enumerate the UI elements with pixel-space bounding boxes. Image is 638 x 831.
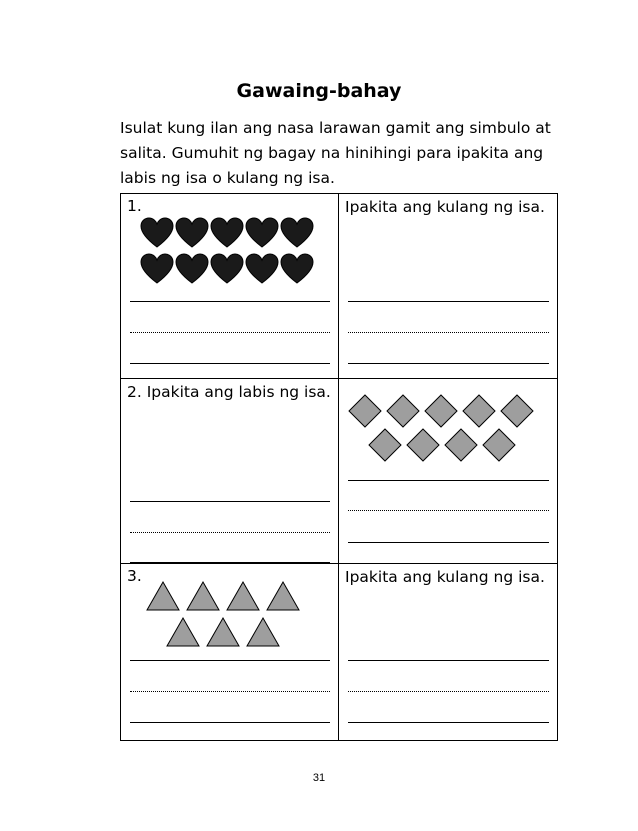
triangle-icon bbox=[247, 618, 279, 646]
heart-icon bbox=[141, 218, 173, 247]
triangle-icon bbox=[207, 618, 239, 646]
answer-line[interactable] bbox=[348, 301, 549, 302]
page-title: Gawaing-bahay bbox=[236, 80, 402, 102]
item-number: 3. bbox=[127, 567, 142, 585]
diamond-icon bbox=[387, 395, 419, 427]
item-prompt: 2. Ipakita ang labis ng isa. bbox=[127, 383, 331, 401]
page-number: 31 bbox=[312, 772, 326, 784]
answer-line-dotted[interactable] bbox=[348, 691, 549, 692]
answer-line-dotted[interactable] bbox=[348, 332, 549, 333]
diamond-icon bbox=[463, 395, 495, 427]
heart-icon bbox=[176, 218, 208, 247]
triangle-icon bbox=[147, 582, 179, 610]
item-1-left-cell bbox=[121, 194, 339, 379]
heart-icon bbox=[211, 254, 243, 283]
item-2-left-cell bbox=[121, 379, 339, 564]
heart-icon bbox=[176, 254, 208, 283]
answer-line-dotted[interactable] bbox=[130, 532, 330, 533]
item-2-right-cell bbox=[339, 379, 557, 564]
answer-line[interactable] bbox=[348, 660, 549, 661]
heart-icon bbox=[246, 254, 278, 283]
heart-icon bbox=[246, 218, 278, 247]
item-3-right-cell bbox=[339, 564, 557, 740]
item-prompt: Ipakita ang kulang ng isa. bbox=[345, 198, 545, 216]
answer-line[interactable] bbox=[130, 301, 330, 302]
triangle-icon bbox=[187, 582, 219, 610]
answer-line-dotted[interactable] bbox=[130, 332, 330, 333]
answer-line[interactable] bbox=[130, 660, 330, 661]
answer-line[interactable] bbox=[348, 722, 549, 723]
diamond-icon bbox=[445, 429, 477, 461]
item-prompt: Ipakita ang kulang ng isa. bbox=[345, 568, 545, 586]
diamond-icon bbox=[407, 429, 439, 461]
triangles-group bbox=[145, 580, 315, 652]
instructions-text: Isulat kung ilan ang nasa larawan gamit ang simbulo at salita. Gumuhit ng bagay na hinihingi para ipakita ang labis ng isa o kulang ng isa. bbox=[120, 119, 551, 187]
answer-line[interactable] bbox=[130, 562, 330, 563]
answer-line[interactable] bbox=[348, 480, 549, 481]
triangle-icon bbox=[167, 618, 199, 646]
answer-line[interactable] bbox=[130, 363, 330, 364]
triangle-icon bbox=[267, 582, 299, 610]
triangle-icon bbox=[227, 582, 259, 610]
diamond-icon bbox=[369, 429, 401, 461]
answer-line[interactable] bbox=[130, 501, 330, 502]
item-1-right-cell bbox=[339, 194, 557, 379]
answer-line[interactable] bbox=[348, 542, 549, 543]
worksheet-grid bbox=[120, 193, 558, 741]
answer-line-dotted[interactable] bbox=[348, 510, 549, 511]
hearts-group bbox=[139, 216, 319, 288]
diamond-icon bbox=[349, 395, 381, 427]
item-3-left-cell bbox=[121, 564, 339, 740]
item-number: 1. bbox=[127, 197, 142, 215]
heart-icon bbox=[141, 254, 173, 283]
diamond-icon bbox=[483, 429, 515, 461]
heart-icon bbox=[211, 218, 243, 247]
diamonds-group bbox=[347, 393, 547, 465]
diamond-icon bbox=[425, 395, 457, 427]
answer-line[interactable] bbox=[130, 722, 330, 723]
answer-line-dotted[interactable] bbox=[130, 691, 330, 692]
answer-line[interactable] bbox=[348, 363, 549, 364]
heart-icon bbox=[281, 254, 313, 283]
diamond-icon bbox=[501, 395, 533, 427]
heart-icon bbox=[281, 218, 313, 247]
